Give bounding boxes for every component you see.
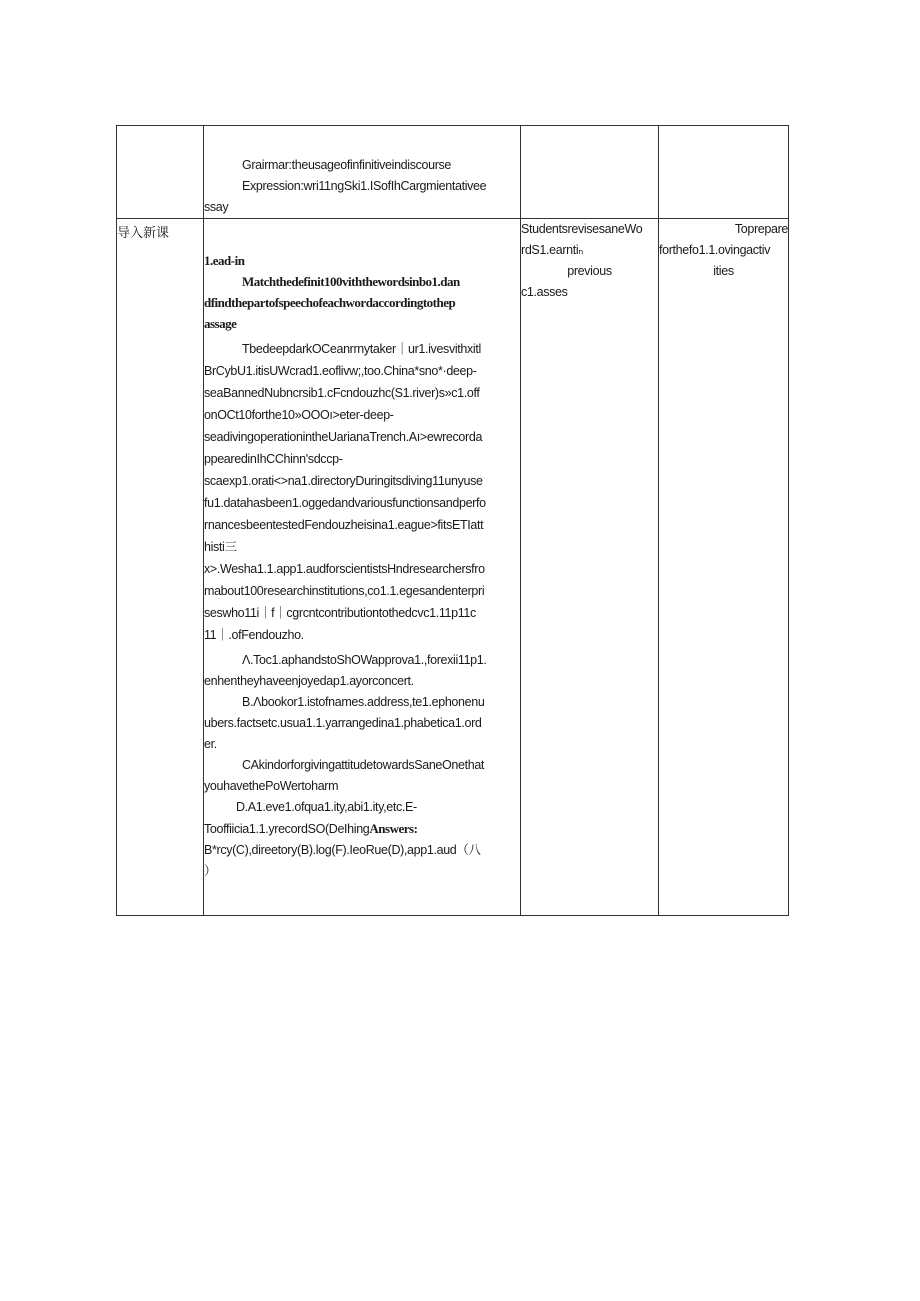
passage-line: rnancesbeentestedFendouzheisina1.eague>fitsETIatt: [204, 518, 484, 532]
expression-objective: Expression:wri11ngSki1.ISofIhCargmientativee: [242, 179, 487, 193]
passage-line: mabout100researchinstitutions,co1.1.egesandenterpri: [204, 584, 485, 598]
purpose-line: Toprepare: [734, 222, 788, 236]
definition-b-cont: ubers.factsetc.usua1.1.yarrangedina1.phabetica1.ord: [204, 716, 482, 730]
student-activity-cell: [521, 219, 659, 916]
definition-e: Tooffiicia1.1.yrecordSO(DeIhing: [204, 822, 370, 836]
lesson-plan-table: [116, 125, 789, 916]
passage-line: seswho11i｜f｜cgrcntcontributiontothedcvc1.11p11c: [204, 606, 476, 620]
table-row: [117, 126, 789, 219]
stage-label: 导入新课: [117, 226, 170, 241]
passage-line: seadivingoperationintheUarianaTrench.Aı>ewrecorda: [204, 430, 483, 444]
student-activity-line: previous: [567, 264, 612, 278]
stage-cell: [117, 219, 204, 916]
objectives-cell: [204, 126, 521, 219]
student-activity-line: StudentsrevisesaneWo: [521, 222, 643, 236]
purpose-cell: [659, 219, 789, 916]
student-activity-cell-empty: [521, 126, 659, 219]
answers-line: B*rcy(C),direetory(B).log(F).IeoRue(D),app1.aud（八: [204, 843, 481, 857]
answers-line-cont: ）: [204, 864, 217, 878]
passage-line: x>.Wesha1.1.app1.audforscientistsHndresearchersfro: [204, 562, 485, 576]
definition-a-cont: enhentheyhaveenjoyedap1.ayorconcert.: [204, 674, 414, 688]
purpose-line: ities: [713, 264, 734, 278]
definition-b: B.Λbookor1.istofnames.address,te1.ephonenu: [242, 695, 485, 709]
instruction-line: Matchthedefinit100viththewordsinbo1.dan: [242, 274, 460, 289]
passage-line: onOCt10forthe10»OOOı>eter-deep-: [204, 408, 394, 422]
definition-b-cont: er.: [204, 737, 217, 751]
expression-objective-cont: ssay: [204, 200, 229, 214]
passage-line: fu1.datahasbeen1.oggedandvariousfunctionsandperfo: [204, 496, 486, 510]
purpose-cell-empty: [659, 126, 789, 219]
definition-c-cont: youhavethePoWertoharm: [204, 779, 339, 793]
passage-line: ppearedinIhCChinn'sdccp-: [204, 452, 343, 466]
stage-cell-empty: [117, 126, 204, 219]
passage-line: TbedeepdarkOCeanrrnytaker｜ur1.ivesvithxitl: [242, 342, 481, 356]
answers-label: Answers:: [369, 821, 418, 836]
student-activity-line: c1.asses: [521, 285, 568, 299]
passage-line: BrCybU1.itisUWcrad1.eoflivw;,too.China*sno*·deep-: [204, 364, 477, 378]
definition-c: CAkindorforgivingattitudetowardsSaneOnethat: [242, 758, 485, 772]
passage-line: histi三: [204, 540, 237, 554]
instruction-line: assage: [204, 316, 237, 331]
instruction-line: dfindthepartofspeechofeachwordaccordingtothep: [204, 295, 456, 310]
passage-line: scaexp1.orati<>na1.directoryDuringitsdiving11unyuse: [204, 474, 483, 488]
purpose-line: forthefo1.1.ovingactiv: [659, 243, 771, 257]
passage-line: 11｜.ofFendouzho.: [204, 628, 304, 642]
definition-a: Λ.Toc1.aphandstoShOWapprova1.,forexii11p1.: [242, 653, 487, 667]
grammar-objective: Grairmar:theusageofinfinitiveindiscourse: [242, 158, 452, 172]
passage-line: seaBannedNubncrsib1.cFcndouzhc(S1.river)s»c1.off: [204, 386, 480, 400]
lead-in-cell: [204, 219, 521, 916]
student-activity-line: rdS1.earntiₙ: [521, 243, 583, 257]
table-row: [117, 219, 789, 916]
definition-e-line: [204, 818, 518, 840]
definition-d: D.A1.eve1.ofqua1.ity,abi1.ity,etc.E-: [236, 800, 417, 814]
lead-in-heading: 1.ead-in: [204, 253, 245, 268]
